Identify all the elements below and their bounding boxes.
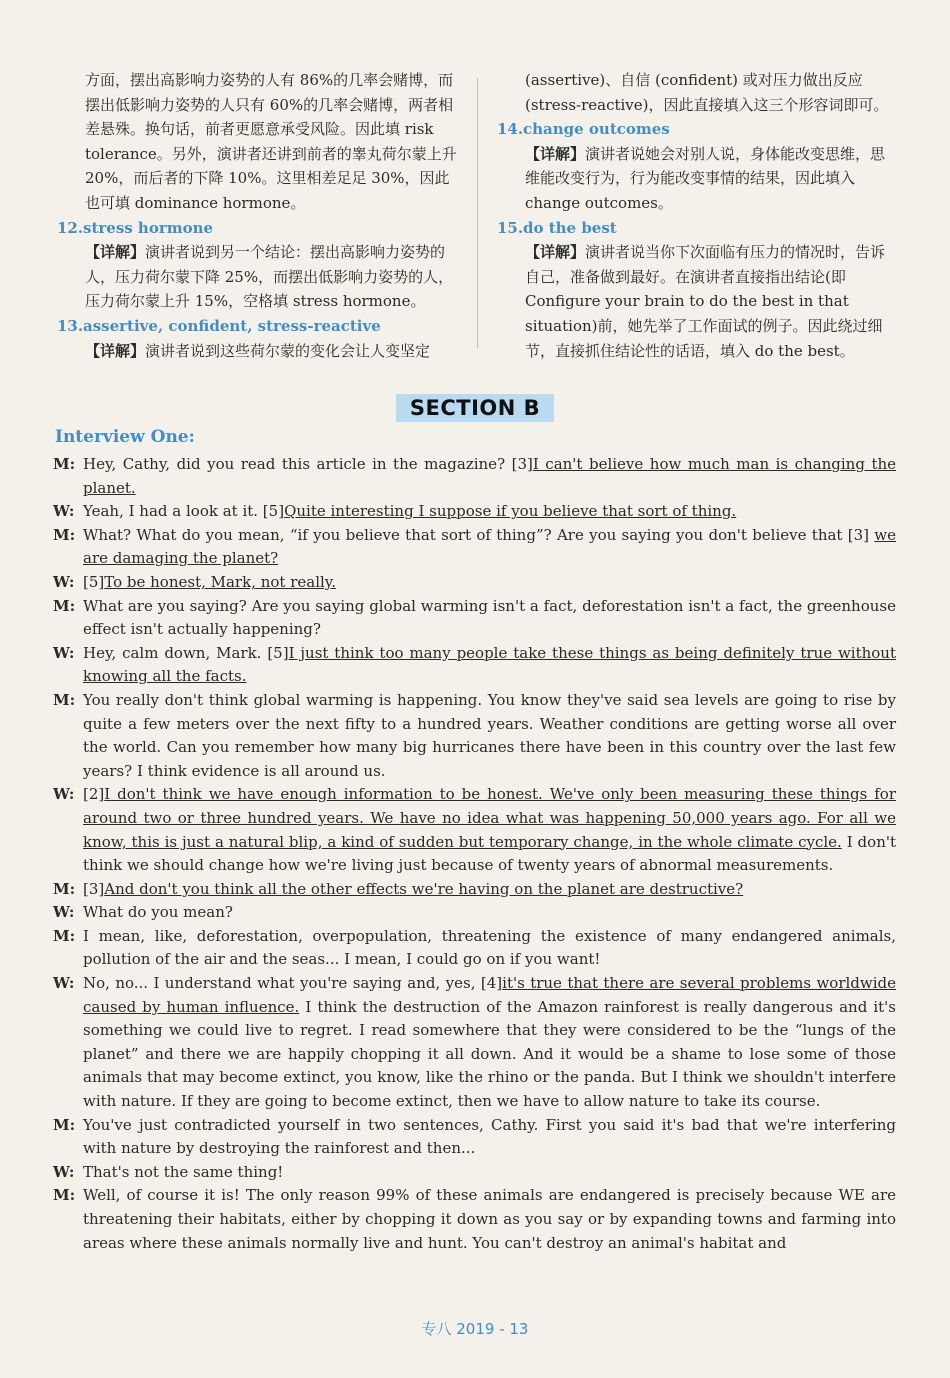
answer-item-12 [57, 216, 457, 314]
item-number: 13. [57, 316, 84, 335]
interview-transcript [53, 453, 896, 1255]
utterance [83, 901, 896, 925]
explanation [497, 240, 897, 363]
speaker-label: M: [53, 690, 76, 709]
dialog-turn [53, 689, 896, 783]
utterance-text: Hey, Cathy, did you read this article in the magazine? [3] [83, 455, 533, 473]
underlined-answer-clue: it's true that there are several problems worldwide caused by human influence. [83, 974, 896, 1016]
utterance [83, 972, 896, 1114]
underlined-answer-clue: To be honest, Mark, not really. [104, 572, 337, 591]
dialog-turn [53, 901, 896, 925]
utterance-text: No, no... I understand what you're saying and, yes, [4] [83, 974, 503, 993]
utterance [83, 783, 896, 877]
speaker-label: M: [53, 455, 76, 473]
speaker-label: M: [53, 879, 76, 898]
page-footer: 专八 2019 - 13 [421, 1320, 529, 1338]
dialog-turn [53, 1184, 896, 1255]
dialog-turn [53, 1161, 896, 1185]
speaker-label: W: [53, 1162, 75, 1181]
explanation-label: 【详解】 [525, 144, 586, 163]
utterance-text: Yeah, I had a look at it. [5] [83, 502, 285, 521]
dialog-turn [53, 642, 896, 689]
speaker-label: W: [53, 643, 75, 662]
answer-heading [497, 216, 897, 241]
answer-item-13 [57, 314, 457, 363]
explanation [497, 142, 897, 216]
dialog-turn [53, 500, 896, 524]
answer-heading [497, 117, 897, 142]
speaker-label: M: [53, 1186, 76, 1205]
utterance-text: [3] [83, 879, 105, 898]
dialog-turn [53, 453, 896, 500]
speaker-label: M: [53, 525, 76, 544]
speaker-label: M: [53, 1115, 76, 1134]
answer-item-14 [497, 117, 897, 215]
utterance-text: What? What do you mean, “if you believe that sort of thing”? Are you saying you don't believe that [3] [83, 525, 875, 544]
answer-heading [57, 314, 457, 339]
explanation-label: 【详解】 [525, 243, 586, 262]
speaker-label: M: [53, 596, 76, 615]
dialog-turn [53, 1114, 896, 1161]
underlined-answer-clue: I don't think we have enough information to be honest. We've only been measuring these things for around two or three hundred years. We have no idea what was happening 50,000 years ago. For all we know, this is just a natural blip, a kind of sudden but temporary change, in the whole climate cycle. [83, 785, 896, 851]
item-number: 15. [497, 218, 524, 237]
dialog-turn [53, 571, 896, 595]
explanation-text: 演讲者说她会对别人说，身体能改变思维，思维能改变行为，行为能改变事情的结果，因此填入 change outcomes。 [525, 144, 886, 212]
dialog-turn [53, 972, 896, 1114]
dialog-turn [53, 878, 896, 902]
item-number: 12. [57, 218, 84, 237]
underlined-answer-clue: And don't you think all the other effects we're having on the planet are destructive? [104, 879, 744, 898]
answer-text: assertive, confident, stress-reactive [83, 316, 381, 335]
dialog-turn [53, 595, 896, 642]
utterance [83, 524, 896, 571]
speaker-label: W: [53, 572, 75, 591]
column-divider [477, 78, 478, 348]
utterance [83, 1161, 896, 1185]
dialog-turn [53, 524, 896, 571]
utterance-text: [5] [83, 572, 105, 591]
underlined-answer-clue: Quite interesting I suppose if you believe that sort of thing. [284, 502, 737, 521]
underlined-answer-clue: I just think too many people take these things as being definitely true without knowing all the facts. [83, 643, 896, 686]
utterance [83, 642, 896, 689]
utterance [83, 878, 896, 902]
dialog-turn [53, 783, 896, 877]
explanation-text: 演讲者说到另一个结论：摆出高影响力姿势的人，压力荷尔蒙下降 25%，而摆出低影响力姿势的人，压力荷尔蒙上升 15%，空格填 stress hormone。 [85, 243, 454, 311]
utterance [83, 571, 896, 595]
explanation-label: 【详解】 [85, 243, 146, 262]
continued-explanation: (assertive)、自信 (confident) 或对压力做出反应 (stress-reactive)，因此直接填入这三个形容词即可。 [525, 71, 889, 114]
utterance [83, 689, 896, 783]
speaker-label: W: [53, 903, 75, 922]
utterance-text: I mean, like, deforestation, overpopulation, threatening the existence of many endangered animals, pollution of the air and the seas... I mean, I could go on if you want! [83, 926, 896, 969]
utterance-text: Well, of course it is! The only reason 99% of these animals are endangered is precisely because WE are threatening their habitats, either by chopping it down as you say or by expanding towns and farming into areas where these animals normally live and hunt. You can't destroy an animal's habitat and [83, 1186, 896, 1252]
answer-text: change outcomes [523, 120, 670, 139]
section-title: SECTION B [396, 394, 554, 422]
underlined-answer-clue: I can't believe how much man is changing the planet. [83, 455, 897, 497]
explanation [57, 240, 457, 314]
utterance [83, 925, 896, 972]
right-answer-column [497, 68, 897, 363]
speaker-label: W: [53, 502, 75, 521]
section-header [0, 394, 950, 422]
utterance-text: You've just contradicted yourself in two sentences, Cathy. First you said it's bad that we're interfering with nature by destroying the rainforest and then... [83, 1115, 896, 1158]
utterance [83, 595, 896, 642]
utterance-text: [2] [83, 785, 105, 804]
utterance-text: What are you saying? Are you saying global warming isn't a fact, deforestation isn't a fact, the greenhouse effect isn't actually happening? [83, 596, 896, 639]
interview-title: Interview One: [55, 427, 195, 447]
speaker-label: W: [53, 974, 75, 993]
utterance-text: What do you mean? [83, 903, 233, 922]
explanation-text: 演讲者说当你下次面临有压力的情况时，告诉自己，准备做到最好。在演讲者直接指出结论(即 Configure your brain to do the best in that situation)前，她先举了工作面试的例子。因此绕过细节，直接抓住结论性的话语，填入 do the best。 [525, 243, 886, 360]
continued-explanation: 方面，摆出高影响力姿势的人有 86%的几率会赌博，而摆出低影响力姿势的人只有 60%的几率会赌博，两者相差悬殊。换句话，前者更愿意承受风险。因此填 risk tolerance。另外，演讲者还讲到前者的睾丸荷尔蒙上升 20%，而后者的下降 10%。这里相差足足 30%，因此也可填 dominance hormone。 [85, 71, 457, 212]
utterance [83, 453, 896, 500]
explanation-text: 演讲者说到这些荷尔蒙的变化会让人变坚定 [145, 341, 431, 360]
answer-heading [57, 216, 457, 241]
answer-text: do the best [523, 218, 617, 237]
speaker-label: W: [53, 785, 75, 804]
explanation-label: 【详解】 [85, 341, 146, 360]
underlined-answer-clue: we are damaging the planet? [83, 525, 896, 568]
utterance [83, 1184, 896, 1255]
left-answer-column [57, 68, 457, 363]
speaker-label: M: [53, 926, 76, 945]
utterance-text: I think the destruction of the Amazon rainforest is really dangerous and it's something we could live to regret. I read somewhere that they were considered to be the “lungs of the planet” and there we are happily chopping it all down. And it would be a shame to lose some of those animals that may become extinct, you know, like the rhino or the panda. But I think we shouldn't interfere with nature. If they are going to become extinct, then we have to allow nature to take its course. [83, 997, 896, 1111]
utterance-text: You really don't think global warming is happening. You know they've said sea levels are going to rise by quite a few meters over the next fifty to a hundred years. Weather conditions are getting worse all over the world. Can you remember how many big hurricanes there have been in this country over the last few years? I think evidence is all around us. [83, 690, 896, 780]
item-number: 14. [497, 120, 524, 139]
utterance-text: That's not the same thing! [83, 1162, 284, 1181]
utterance-text: Hey, calm down, Mark. [5] [83, 643, 289, 662]
answer-item-15 [497, 216, 897, 364]
dialog-turn [53, 925, 896, 972]
answer-text: stress hormone [83, 218, 214, 237]
utterance [83, 1114, 896, 1161]
utterance [83, 500, 896, 524]
explanation [57, 339, 457, 364]
utterance-text: I don't think we should change how we're living just because of twenty years of abnormal measurements. [83, 832, 897, 875]
